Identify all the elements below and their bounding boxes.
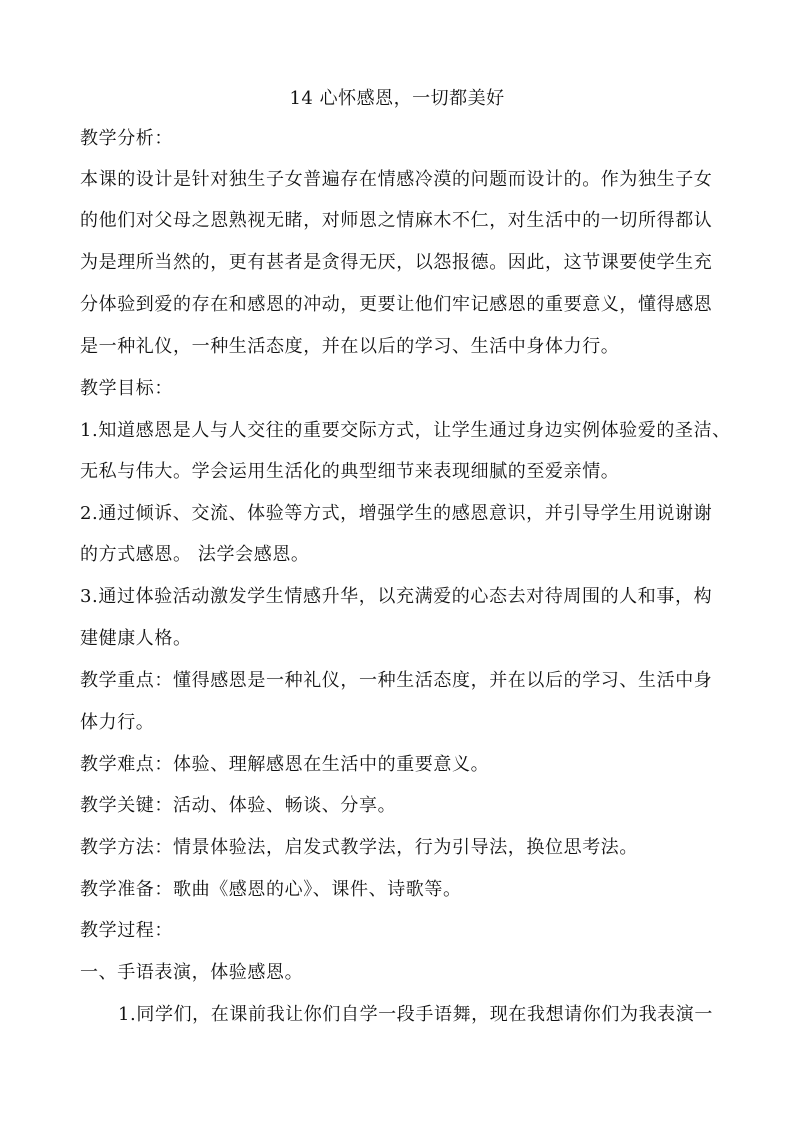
paragraph-line: 建健康人格。 (80, 628, 192, 649)
paragraph-line: 为是理所当然的，更有甚者是贪得无厌，以怨报德。因此，这节课要使学生充 (80, 252, 713, 273)
paragraph-line: 3.通过体验活动激发学生情感升华，以充满爱的心态去对待周围的人和事，构 (80, 586, 713, 607)
section-heading-difficulty: 教学难点：体验、理解感恩在生活中的重要意义。 (80, 754, 490, 775)
paragraph-line: 体力行。 (80, 712, 155, 733)
paragraph-line: 1.知道感恩是人与人交往的重要交际方式，让学生通过身边实例体验爱的圣洁、 (80, 420, 731, 441)
paragraph-line: 的方式感恩。 法学会感恩。 (80, 544, 310, 565)
document-title: 14 心怀感恩，一切都美好 (289, 88, 505, 109)
section-heading-process: 教学过程： (80, 920, 173, 941)
section-heading-methods: 教学方法：情景体验法，启发式教学法，行为引导法，换位思考法。 (80, 837, 638, 858)
paragraph-line: 分体验到爱的存在和感恩的冲动，更要让他们牢记感恩的重要意义，懂得感恩 (80, 294, 713, 315)
paragraph-line: 1.同学们，在课前我让你们自学一段手语舞，现在我想请你们为我表演一 (118, 1004, 713, 1025)
section-heading-preparation: 教学准备：歌曲《感恩的心》、课件、诗歌等。 (80, 879, 462, 900)
section-heading-analysis: 教学分析： (80, 128, 173, 149)
paragraph-line: 是一种礼仪，一种生活态度，并在以后的学习、生活中身体力行。 (80, 336, 620, 357)
paragraph-line: 无私与伟大。学会运用生活化的典型细节来表现细腻的至爱亲情。 (80, 461, 620, 482)
paragraph-line: 2.通过倾诉、交流、体验等方式，增强学生的感恩意识，并引导学生用说谢谢 (80, 503, 713, 524)
section-heading-key-points: 教学重点：懂得感恩是一种礼仪，一种生活态度，并在以后的学习、生活中身 (80, 670, 713, 691)
section-heading-goals: 教学目标： (80, 378, 173, 399)
section-heading-key: 教学关键：活动、体验、畅谈、分享。 (80, 795, 397, 816)
paragraph-line: 的他们对父母之恩熟视无睹，对师恩之情麻木不仁，对生活中的一切所得都认 (80, 210, 713, 231)
subsection-heading: 一、手语表演，体验感恩。 (80, 962, 304, 983)
paragraph-line: 本课的设计是针对独生子女普遍存在情感冷漠的问题而设计的。作为独生子女 (80, 169, 713, 190)
